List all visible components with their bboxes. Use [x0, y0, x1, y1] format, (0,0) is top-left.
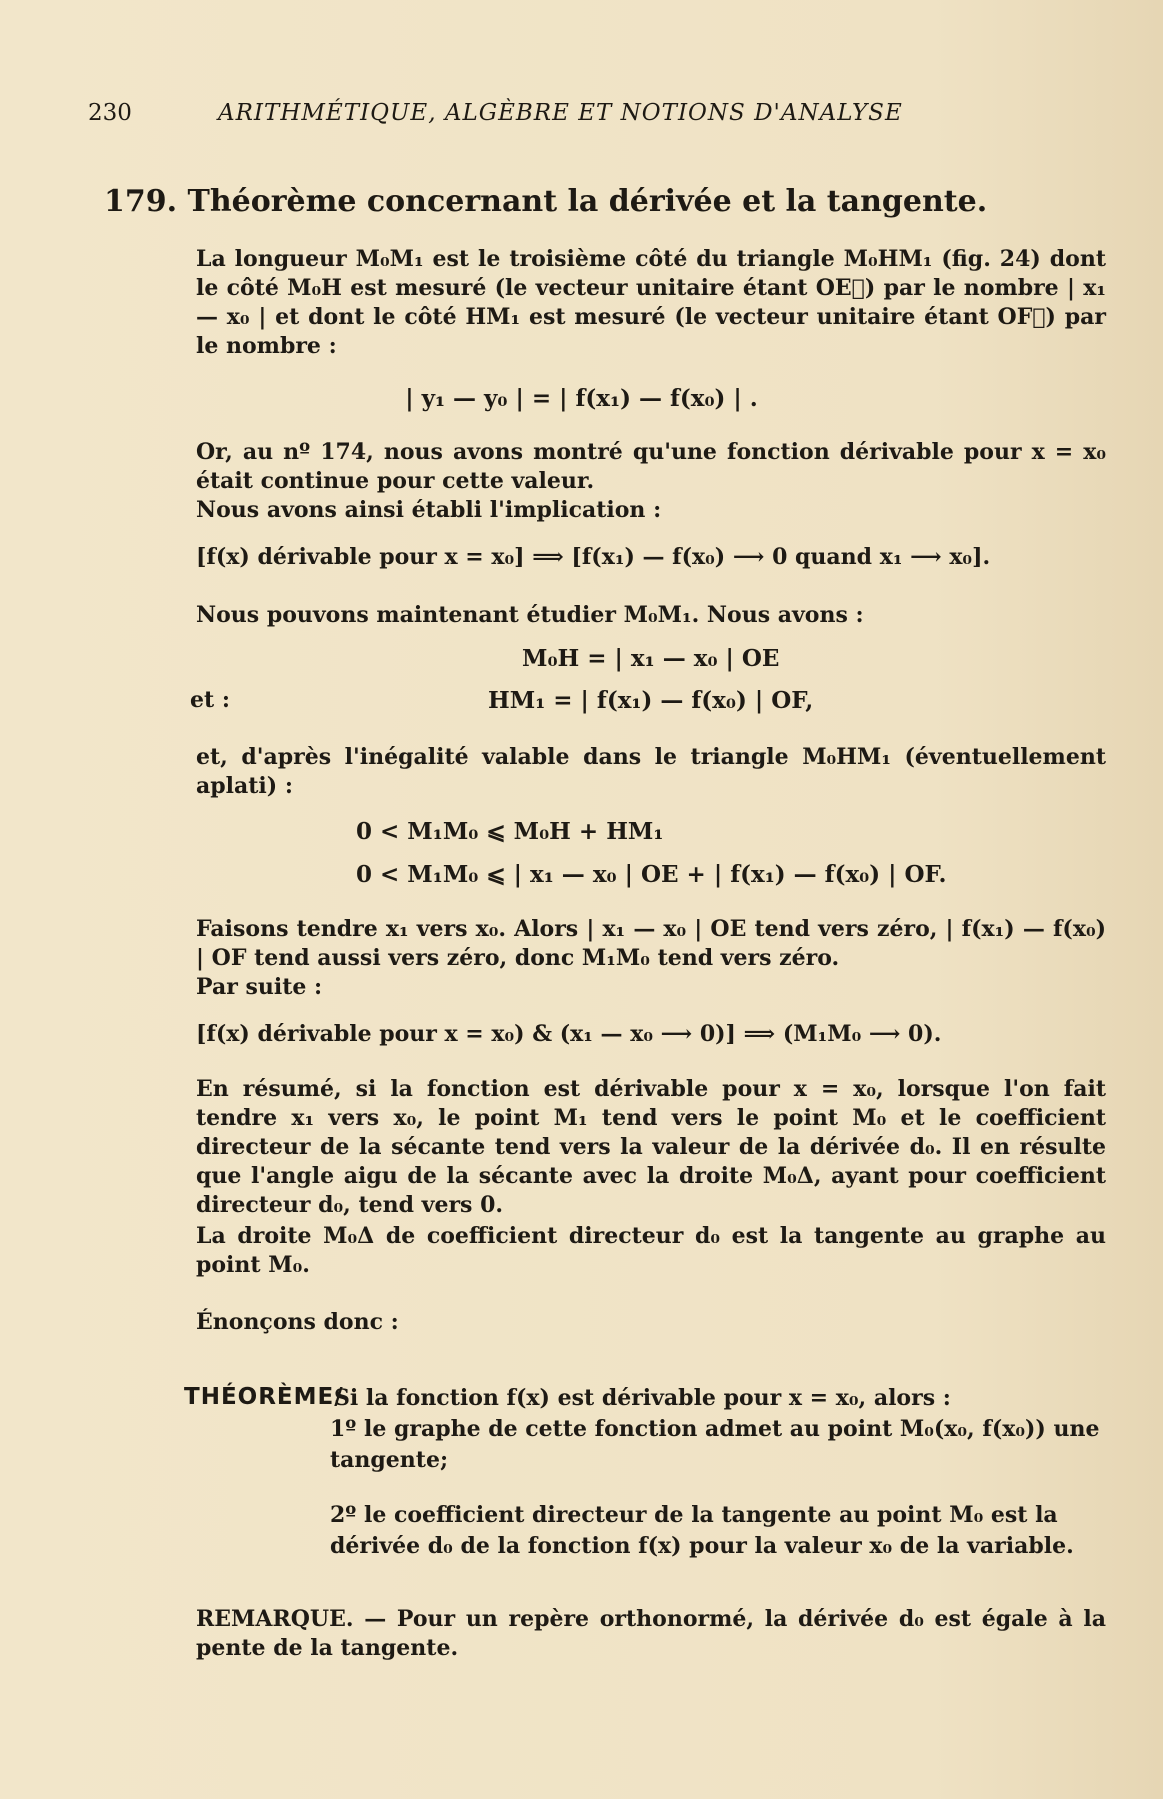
paragraph-10: Énonçons donc : — [196, 1309, 399, 1335]
paragraph-8: En résumé, si la fonction est dérivable pour x = x₀, lorsque l'on fait tendre x₁ vers x₀, le point M₁ tend vers le point M₀ et le coefficient directeur de la sécante tend vers la valeur de la dérivée d₀. Il en résulte que l'angle aigu de la sécante avec la droite M₀Δ, ayant pour coefficient directeur d₀, tend vers 0. — [196, 1076, 1106, 1218]
paragraph-1: La longueur M₀M₁ est le troisième côté du triangle M₀HM₁ (fig. 24) dont le côté M₀H est mesuré (le vecteur unitaire étant OE⃗) par le nombre | x₁ — x₀ | et dont le côté HM₁ est mesuré (le vecteur unitaire étant OF⃗) par le nombre : — [196, 246, 1106, 359]
paragraph-2: Or, au nº 174, nous avons montré qu'une fonction dérivable pour x = x₀ était continue pour cette valeur. — [196, 439, 1106, 494]
theorem-label: THÉORÈME/ — [184, 1384, 344, 1410]
theorem-item-1: 1º le graphe de cette fonction admet au point M₀(x₀, f(x₀)) une tangente; — [330, 1416, 1100, 1473]
equation-2: [f(x) dérivable pour x = x₀] ⟹ [f(x₁) — f(x₀) ⟶ 0 quand x₁ ⟶ x₀]. — [196, 544, 991, 570]
equation-3: M₀H = | x₁ — x₀ | OE — [522, 645, 780, 672]
theorem-intro: Si la fonction f(x) est dérivable pour x = x₀, alors : — [334, 1385, 951, 1411]
remark: REMARQUE. — Pour un repère orthonormé, la dérivée d₀ est égale à la pente de la tangente. — [196, 1606, 1106, 1661]
equation-4: HM₁ = | f(x₁) — f(x₀) | OF, — [488, 687, 814, 714]
equation-7: [f(x) dérivable pour x = x₀) & (x₁ — x₀ ⟶ 0)] ⟹ (M₁M₀ ⟶ 0). — [196, 1021, 942, 1047]
paragraph-6: Faisons tendre x₁ vers x₀. Alors | x₁ — x₀ | OE tend vers zéro, | f(x₁) — f(x₀) | OF tend aussi vers zéro, donc M₁M₀ tend vers zéro. — [196, 916, 1106, 971]
page-number: 230 — [88, 100, 132, 126]
equation-5: 0 < M₁M₀ ⩽ M₀H + HM₁ — [356, 818, 664, 845]
paragraph-4: Nous pouvons maintenant étudier M₀M₁. Nous avons : — [196, 602, 864, 628]
section-title: 179. Théorème concernant la dérivée et la tangente. — [104, 184, 988, 219]
paragraph-3: Nous avons ainsi établi l'implication : — [196, 497, 662, 523]
paragraph-7: Par suite : — [196, 974, 323, 1000]
theorem-item-2: 2º le coefficient directeur de la tangente au point M₀ est la dérivée d₀ de la fonction f(x) pour la valeur x₀ de la variable. — [330, 1502, 1074, 1559]
paragraph-5: et, d'après l'inégalité valable dans le triangle M₀HM₁ (éventuellement aplati) : — [196, 744, 1106, 799]
equation-1: | y₁ — y₀ | = | f(x₁) — f(x₀) | . — [405, 385, 758, 412]
equation-6: 0 < M₁M₀ ⩽ | x₁ — x₀ | OE + | f(x₁) — f(x₀) | OF. — [356, 861, 947, 888]
running-head-title: ARITHMÉTIQUE, ALGÈBRE ET NOTIONS D'ANALYSE — [218, 100, 903, 126]
paragraph-9: La droite M₀Δ de coefficient directeur d₀ est la tangente au graphe au point M₀. — [196, 1223, 1106, 1278]
et-label: et : — [190, 687, 230, 713]
